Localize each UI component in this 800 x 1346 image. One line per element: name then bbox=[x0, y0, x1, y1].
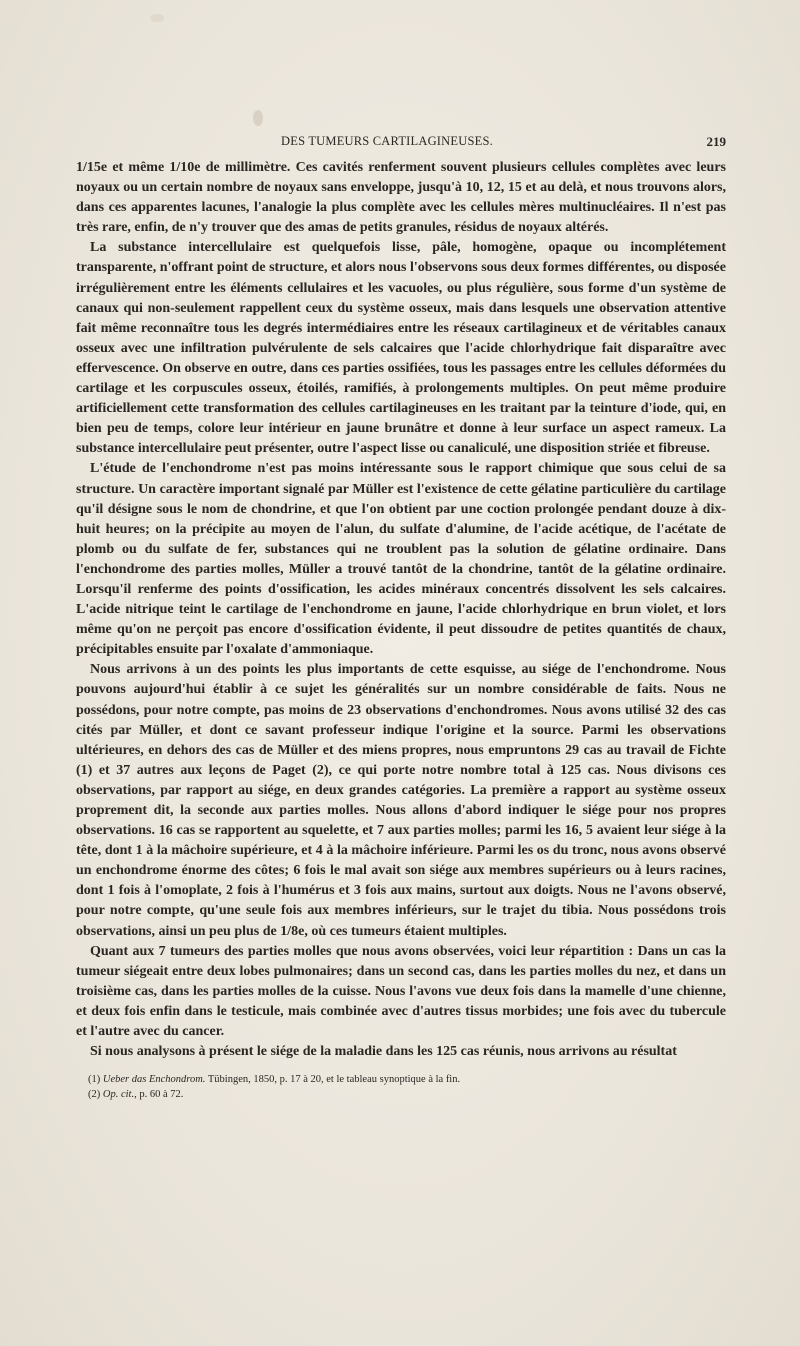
footnote-title: Op. cit. bbox=[102, 1089, 135, 1100]
body-text bbox=[76, 158, 726, 1062]
footnote bbox=[88, 1072, 726, 1087]
paragraph: L'étude de l'enchondrome n'est pas moins intéressante sous le rapport chimique que sous celui de sa structure. Un caractère important signalé par Müller est l'existence de cette gélatine particulière du cartilage qu'il désigne sous le nom de chondrine, et que l'on obtient par une coction prolongée pendant douze à dix-huit heures; on la précipite au moyen de l'alun, du sulfate d'alumine, de l'acide acétique, de l'acétate de plomb ou du sulfate de fer, substances qui ne troublent pas la solution de gélatine ordinaire. Dans l'enchondrome des parties molles, Müller a trouvé tantôt de la chondrine, tantôt de la gélatine ordinaire. Lorsqu'il renferme des points d'ossification, les acides minéraux concentrés dissolvent les sels calcaires. L'acide nitrique teint le cartilage de l'enchondrome en jaune, l'acide chlorhydrique en brun violet, et lors même qu'on ne perçoit pas encore d'ossification évidente, il peut dissoudre de petites quantités de chaux, précipitables ensuite par l'oxalate d'ammoniaque. bbox=[76, 461, 726, 658]
paper-stain bbox=[150, 14, 164, 22]
paragraph: Quant aux 7 tumeurs des parties molles que nous avons observées, voici leur répartition : Dans un cas la tumeur siégeait entre deux lobes pulmonaires; dans un second cas, dans les parties molles du nez, et dans un troisième cas, dans les parties molles de la cuisse. Nous l'avons vue deux fois dans la mamelle d'une chienne, et deux fois enfin dans le testicule, mais combinée avec d'autres tissus morbides; une fois avec du tubercule et l'autre avec du cancer. bbox=[76, 943, 726, 1040]
paragraph: Nous arrivons à un des points les plus importants de cette esquisse, au siége de l'enchondrome. Nous pouvons aujourd'hui établir à ce sujet les généralités sur un nombre considérable de faits. Nous ne possédons, pour notre compte, pas moins de 23 observations d'enchondromes. Nous avons utilisé 32 des cas cités par Müller, et dont ce savant professeur indique l'origine et la source. Parmi les observations ultérieures, en dehors des cas de Müller et des miens propres, nous empruntons 29 cas au travail de Fichte (1) et 37 autres aux leçons de Paget (2), ce qui porte notre nombre total à 125 cas. Nous divisons ces observations, par rapport au siége, en deux grandes catégories. La première a rapport au système osseux proprement dit, la seconde aux parties molles. Nous allons d'abord indiquer le siége pour nos propres observations. 16 cas se rapportent au squelette, et 7 aux parties molles; parmi les 16, 5 avaient leur siége à la tête, dont 1 à la mâchoire supérieure, et 4 à la mâchoire inférieure. Parmi les os du tronc, nous avons observé un enchondrome énorme des côtes; 6 fois le mal avait son siége aux membres supérieurs ou à leurs racines, dont 1 fois à l'omoplate, 2 fois à l'humérus et 3 fois aux mains, surtout aux doigts. Nous ne l'avons observé, pour notre compte, qu'une seule fois aux membres inférieurs, sur le trajet du tibia. Nous possédons trois observations, ainsi un peu plus de 1/8e, où ces tumeurs étaient multiples. bbox=[76, 662, 726, 939]
page-number: 219 bbox=[706, 134, 726, 149]
page-header bbox=[76, 134, 726, 152]
paragraph: 1/15e et même 1/10e de millimètre. Ces cavités renferment souvent plusieurs cellules complètes avec leurs noyaux ou un certain nombre de noyaux sans enveloppe, jusqu'à 10, 12, 15 et au delà, et nous trouvons alors, dans ces apparentes lacunes, l'analogie la plus complète avec les cellules mères multinucléaires. Il n'est pas très rare, enfin, de n'y trouver que des amas de petits granules, résidus de noyaux altérés. bbox=[76, 160, 726, 236]
footnote bbox=[88, 1087, 726, 1102]
paragraph: La substance intercellulaire est quelquefois lisse, pâle, homogène, opaque ou incomplétement transparente, n'offrant point de structure, et alors nous l'observons sous deux formes différentes, ou disposée irrégulièrement entre les éléments cellulaires et les vacuoles, ou plus régulière, sous forme d'un système de canaux qui non-seulement rappellent ceux du système osseux, mais dans lesquels une observation attentive fait même reconnaître tous les degrés intermédiaires entre les réseaux cartilagineux et de véritables canaux osseux avec une infiltration pulvérulente de sels calcaires que l'acide chlorhydrique fait disparaître avec effervescence. On observe en outre, dans ces parties ossifiées, tous les passages entre les cellules déformées du cartilage et les corpuscules osseux, étoilés, ramifiés, à prolongements multiples. On peut même produire artificiellement cette transformation des cellules cartilagineuses en les traitant par la teinture d'iode, qui, en bien peu de temps, colore leur intérieur en jaune brunâtre et donne à leur surface un aspect rameux. La substance intercellulaire peut présenter, outre l'aspect lisse ou canaliculé, une disposition striée et fibreuse. bbox=[76, 240, 726, 457]
footnote-mark: (1) bbox=[88, 1074, 101, 1085]
running-title: DES TUMEURS CARTILAGINEUSES. bbox=[281, 134, 493, 148]
footnotes bbox=[88, 1072, 726, 1102]
paragraph: Si nous analysons à présent le siége de la maladie dans les 125 cas réunis, nous arrivons au résultat bbox=[90, 1044, 677, 1060]
footnote-text: , p. 60 à 72. bbox=[134, 1089, 184, 1100]
footnote-mark: (2) bbox=[88, 1089, 101, 1100]
paper-stain bbox=[253, 110, 263, 126]
footnote-title: Ueber das Enchondrom. bbox=[102, 1074, 206, 1085]
footnote-text: Tübingen, 1850, p. 17 à 20, et le tableau synoptique à la fin. bbox=[205, 1074, 461, 1085]
